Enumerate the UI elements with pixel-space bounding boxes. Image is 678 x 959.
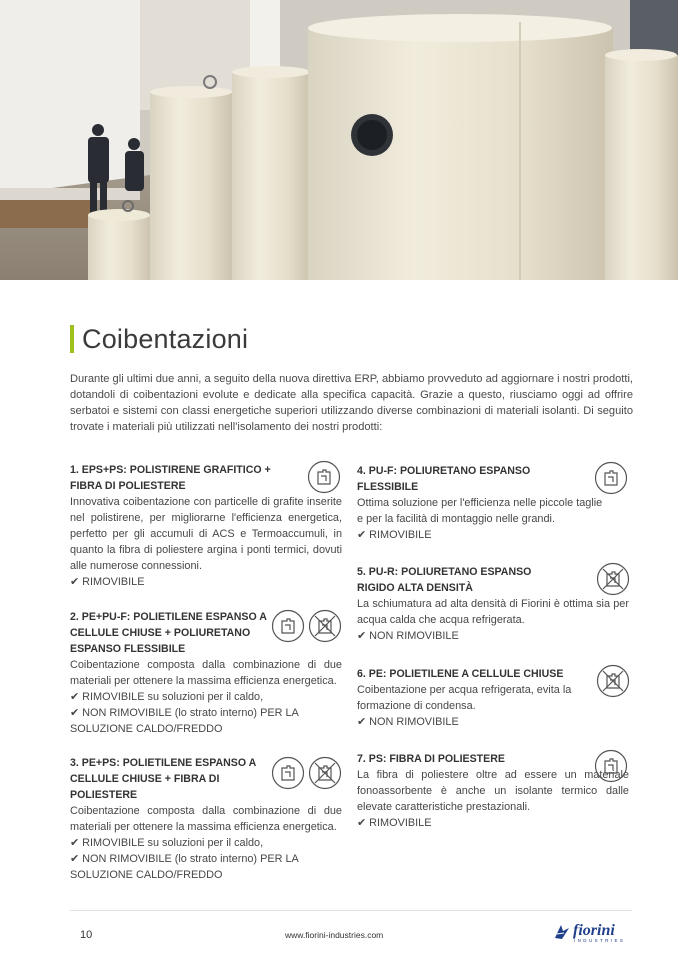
page-number: 10 <box>80 929 93 941</box>
section-pu-r <box>357 564 629 644</box>
fiorini-logo <box>552 922 632 944</box>
section-title: 1. EPS+PS: POLISTIRENE GRAFITICO + FIBRA DI POLIESTERE <box>70 464 271 492</box>
section-tag: ✔ RIMOVIBILE su soluzioni per il caldo, <box>70 837 264 849</box>
removable-icon <box>307 460 341 494</box>
section-eps-ps <box>70 462 342 590</box>
logo-wordmark: fiorini <box>573 922 615 939</box>
section-body: Ottima soluzione per l'efficienza nelle piccole taglie e per la facilità di montaggio nelle grandi. <box>357 497 603 525</box>
website-url[interactable]: www.fiorini-industries.com <box>285 930 384 940</box>
page-title-block <box>70 322 248 356</box>
non-removable-icon <box>596 562 630 596</box>
page-title: Coibentazioni <box>82 323 249 354</box>
section-tag: ✔ NON RIMOVIBILE <box>357 630 459 642</box>
section-tag: ✔ RIMOVIBILE <box>357 817 432 829</box>
section-title: 3. PE+PS: POLIETILENE ESPANSO A CELLULE CHIUSE + FIBRA DI POLIESTERE <box>70 757 256 801</box>
section-title: 7. PS: FIBRA DI POLIESTERE <box>357 753 505 765</box>
section-tag: ✔ NON RIMOVIBILE (lo strato interno) PER LA SOLUZIONE CALDO/FREDDO <box>70 707 299 735</box>
removable-icon <box>271 756 305 790</box>
removable-icon <box>594 461 628 495</box>
section-body: Coibentazione per acqua refrigerata, evita la formazione di condensa. <box>357 684 572 712</box>
removable-icon <box>594 749 628 783</box>
section-body: La schiumatura ad alta densità di Fiorini è ottima sia per acqua calda che acqua refrigerata. <box>357 598 629 626</box>
section-title: 5. PU-R: POLIURETANO ESPANSO RIGIDO ALTA DENSITÀ <box>357 566 532 594</box>
section-pu-f <box>357 463 607 543</box>
section-title: 6. PE: POLIETILENE A CELLULE CHIUSE <box>357 668 564 680</box>
non-removable-icon <box>308 756 342 790</box>
non-removable-icon <box>308 609 342 643</box>
logo-subtitle: INDUSTRIES <box>574 938 626 943</box>
section-title: 4. PU-F: POLIURETANO ESPANSO FLESSIBILE <box>357 465 531 493</box>
intro-paragraph: Durante gli ultimi due anni, a seguito della nuova direttiva ERP, abbiamo provveduto ad aggiornare i nostri prodotti, dotandoli di coibentazioni evolute e dedicate alla specifica capacità. Grazie a questo, riusciamo oggi ad offrire serbatoi e sistemi con classi energetiche superiori utilizzando diverse combinazioni di materiali isolanti. Di seguito trovate i materiali più utilizzati nell'isolamento dei nostri prodotti: <box>70 373 633 433</box>
removable-icon <box>271 609 305 643</box>
section-pe <box>357 666 587 730</box>
section-title: 2. PE+PU-F: POLIETILENE ESPANSO A CELLULE CHIUSE + POLIURETANO ESPANSO FLESSIBILE <box>70 611 267 655</box>
section-tag: ✔ NON RIMOVIBILE <box>357 716 459 728</box>
section-tag: ✔ RIMOVIBILE <box>357 529 432 541</box>
non-removable-icon <box>596 664 630 698</box>
section-tag: ✔ RIMOVIBILE <box>70 576 145 588</box>
footer-divider <box>70 910 632 911</box>
hero-photo <box>0 0 678 280</box>
section-tag: ✔ NON RIMOVIBILE (lo strato interno) PER LA SOLUZIONE CALDO/FREDDO <box>70 853 299 881</box>
section-body: Coibentazione composta dalla combinazione di due materiali per ottenere la massima efficienza energetica. <box>70 659 342 687</box>
factory-tanks-illustration <box>0 0 678 280</box>
section-ps <box>357 751 629 831</box>
section-body: Coibentazione composta dalla combinazione di due materiali per ottenere la massima efficienza energetica. <box>70 805 342 833</box>
section-body: La fibra di poliestere oltre ad essere un materiale fonoassorbente è anche un isolante termico dalle elevate caratteristiche prestazionali. <box>357 769 629 813</box>
section-body: Innovativa coibentazione con particelle di grafite inserite nel polistirene, per migliorarne l'efficienza energetica, perfetto per gli accumuli di ACS e Termoaccumuli, in quanto la fibra di poliestere argina i ponti termici, dovuti alle numerose connessioni. <box>70 496 342 572</box>
title-accent-bar <box>70 325 74 353</box>
section-tag: ✔ RIMOVIBILE su soluzioni per il caldo, <box>70 691 264 703</box>
fiorini-logo-mark-icon <box>552 922 572 942</box>
